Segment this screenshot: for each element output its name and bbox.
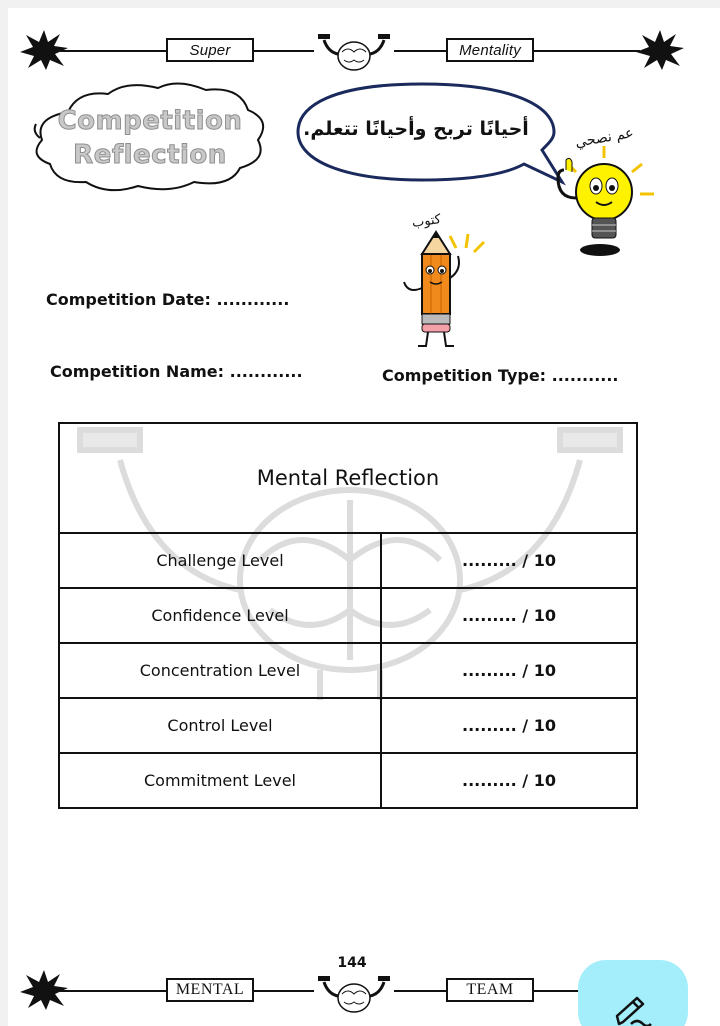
row-score-challenge[interactable]: ......... / 10 — [381, 533, 637, 588]
table-row — [59, 533, 637, 588]
row-label-commitment: Commitment Level — [59, 753, 381, 808]
header-tag-super: Super — [166, 38, 254, 62]
edit-fab-button[interactable] — [578, 960, 688, 1026]
speech-bubble-text: أحيانًا تربح وأحيانًا تتعلم. — [303, 118, 529, 140]
pencil-caption: كتوب — [411, 212, 442, 231]
footer-rule-mid-right — [394, 990, 448, 992]
table-row — [59, 698, 637, 753]
competition-name-field: Competition Name: ............ — [50, 362, 303, 381]
row-label-challenge: Challenge Level — [59, 533, 381, 588]
row-label-confidence: Confidence Level — [59, 588, 381, 643]
bulb-caption: عم نصحي — [574, 125, 635, 151]
table-row — [59, 753, 637, 808]
table-row — [59, 588, 637, 643]
table-row — [59, 643, 637, 698]
mental-reflection-table — [58, 422, 638, 809]
row-label-concentration: Concentration Level — [59, 643, 381, 698]
page-number: 144 — [337, 955, 367, 971]
brain-mascot-icon — [314, 28, 394, 78]
mental-reflection-table-wrap — [58, 422, 638, 809]
edit-pen-icon — [613, 994, 653, 1026]
title-line-2: Reflection — [73, 140, 227, 170]
starburst-icon — [636, 30, 684, 70]
footer-rule-left — [60, 990, 168, 992]
title-cloud-shape — [28, 82, 288, 192]
row-score-control[interactable]: ......... / 10 — [381, 698, 637, 753]
header-rule-mid-right — [394, 50, 448, 52]
lightbulb-character-icon — [540, 128, 660, 268]
competition-date-field: Competition Date: ............ — [46, 290, 290, 309]
row-score-confidence[interactable]: ......... / 10 — [381, 588, 637, 643]
competition-type-field: Competition Type: ........... — [382, 366, 619, 385]
row-score-concentration[interactable]: ......... / 10 — [381, 643, 637, 698]
footer-tag-mental: MENTAL — [166, 978, 254, 1002]
footer-rule-right — [534, 990, 584, 992]
header-rule-right — [534, 50, 640, 52]
header-tag-mentality: Mentality — [446, 38, 534, 62]
brain-mascot-icon — [314, 970, 394, 1020]
header-rule-left — [60, 50, 168, 52]
header-rule-mid-left — [254, 50, 314, 52]
table-title: Mental Reflection — [59, 423, 637, 533]
row-score-commitment[interactable]: ......... / 10 — [381, 753, 637, 808]
pencil-character-icon — [398, 218, 498, 358]
row-label-control: Control Level — [59, 698, 381, 753]
footer-tag-team: TEAM — [446, 978, 534, 1002]
title-line-1: Competition — [57, 106, 243, 136]
footer-rule-mid-left — [254, 990, 314, 992]
